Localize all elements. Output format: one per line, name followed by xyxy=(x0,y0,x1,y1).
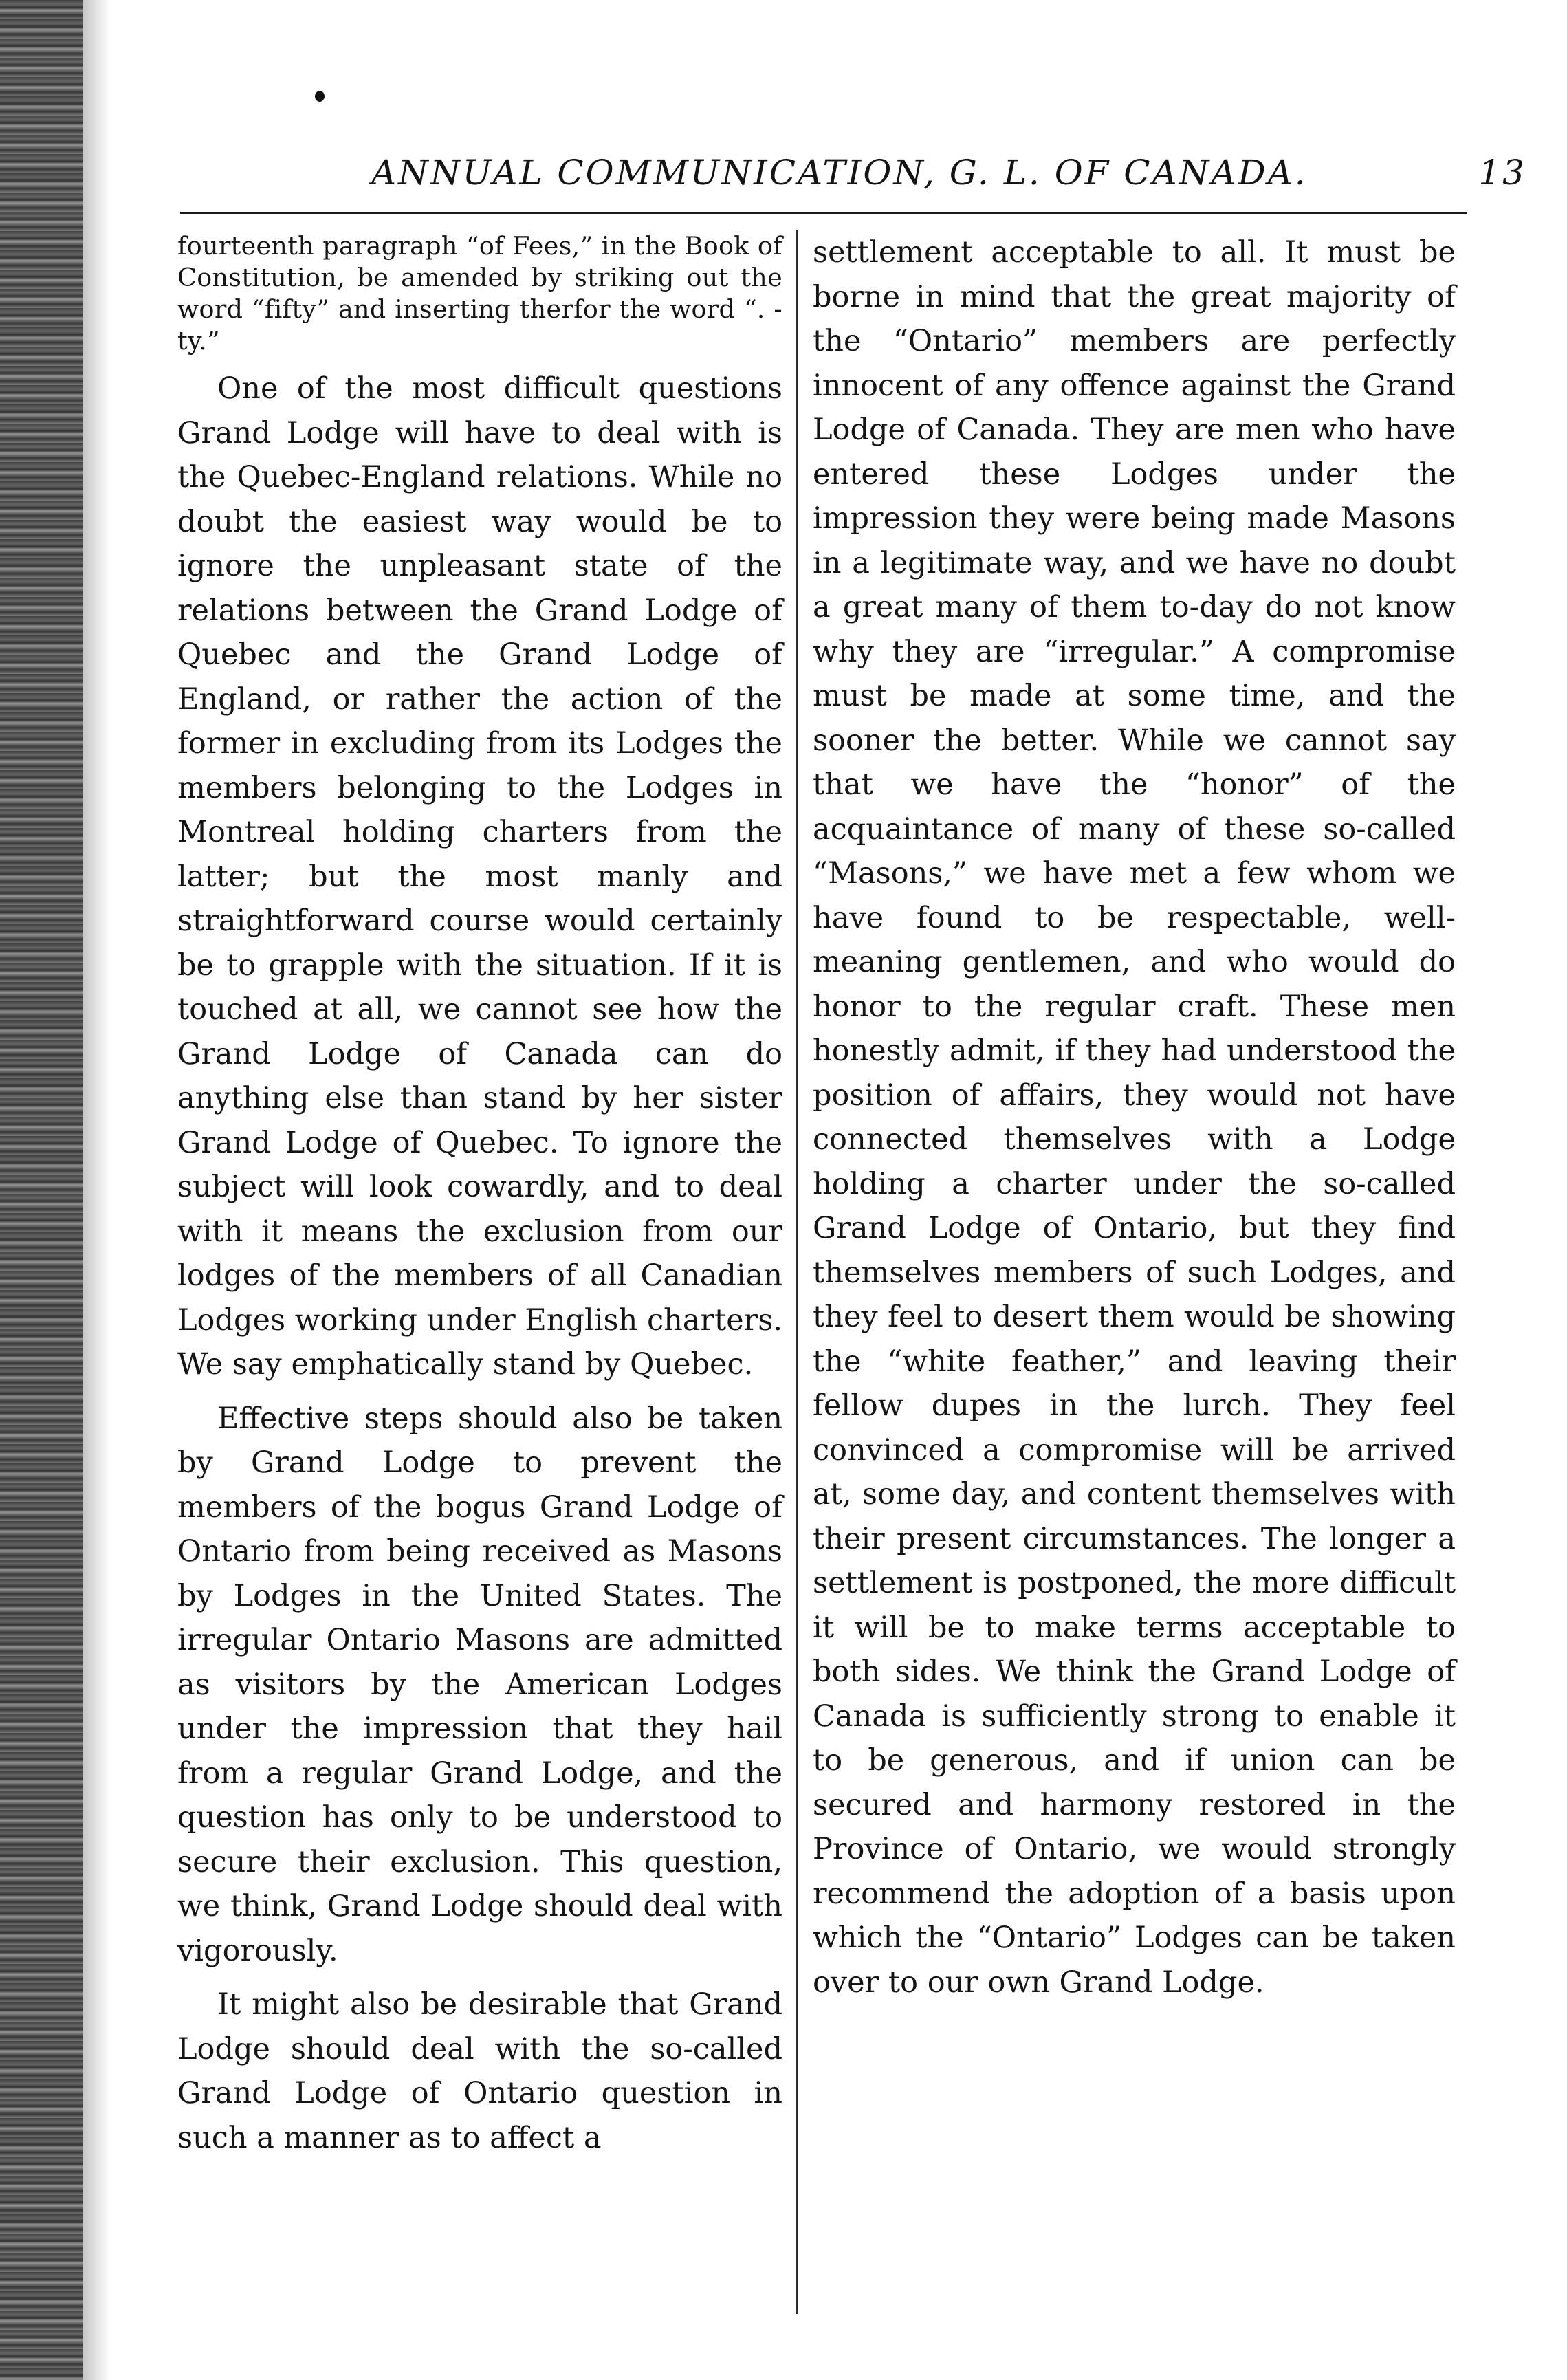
page-number: 13 xyxy=(1478,153,1526,193)
paragraph-settlement: settlement acceptable to all. It must be borne in mind that the great majority of the “Ontario” members are perfectly innocent of any offence against the Grand Lodge of Canada. They are men who have entered these Lodges under the impression they were being made Masons in a legitimate way, and we have no doubt a great many of them to-day do not know why they are “irregular.” A compromise must be made at some time, and the sooner the better. While we cannot say that we have the “honor” of the acquaintance of many of these so-called “Masons,” we have met a few whom we have found to be respectable, well-meaning gentlemen, and who would do honor to the regular craft. These men honestly admit, if they had understood the position of affairs, they would not have connected themselves with a Lodge holding a charter under the so-called Grand Lodge of Ontario, but they find themselves members of such Lodges, and they feel to desert them would be showing the “white feather,” and leaving their fellow dupes in the lurch. They feel convinced a compromise will be arrived at, some day, and content themselves with their present circumstances. The longer a settlement is postponed, the more difficult it will be to make terms acceptable to both sides. We think the Grand Lodge of Canada is sufficiently strong to enable it to be generous, and if union can be secured and harmony restored in the Province of Ontario, we would strongly recommend the adoption of a basis upon which the “Ontario” Lodges can be taken over to our own Grand Lodge. xyxy=(813,235,1456,2000)
column-divider xyxy=(796,230,798,2314)
running-title: ANNUAL COMMUNICATION, G. L. OF CANADA. xyxy=(371,153,1308,193)
right-column xyxy=(813,230,1456,2005)
page-binding-edge xyxy=(0,0,83,2380)
ink-mark xyxy=(315,91,325,102)
paragraph-fees-amendment: fourteenth paragraph “of Fees,” in the Book of Constitution, be amended by striking out the word “fifty” and inserting therfor the word “. -ty.” xyxy=(177,231,782,356)
header-rule xyxy=(180,212,1467,214)
left-column xyxy=(177,230,782,2160)
running-head xyxy=(371,153,1526,201)
paragraph-ontario-question: It might also be desirable that Grand Lodge should deal with the so-called Grand Lodge of Ontario question in such a manner as to affect a xyxy=(177,1987,782,2155)
paragraph-bogus-grand-lodge: Effective steps should also be taken by Grand Lodge to prevent the members of the bogus Grand Lodge of Ontario from being received as Masons by Lodges in the United States. The irregular Ontario Masons are admitted as visitors by the American Lodges under the impression that they hail from a regular Grand Lodge, and the question has only to be understood to secure their exclusion. This question, we think, Grand Lodge should deal with vigorously. xyxy=(177,1401,782,1968)
paragraph-quebec-england: One of the most difficult questions Grand Lodge will have to deal with is the Quebec-England relations. While no doubt the easiest way would be to ignore the unpleasant state of the relations between the Grand Lodge of Quebec and the Grand Lodge of England, or rather the action of the former in excluding from its Lodges the members belonging to the Lodges in Montreal holding charters from the latter; but the most manly and straightforward course would certainly be to grapple with the situation. If it is touched at all, we cannot see how the Grand Lodge of Canada can do anything else than stand by her sister Grand Lodge of Quebec. To ignore the subject will look cowardly, and to deal with it means the exclusion from our lodges of the members of all Canadian Lodges working under English charters. We say emphatically stand by Quebec. xyxy=(177,371,782,1382)
